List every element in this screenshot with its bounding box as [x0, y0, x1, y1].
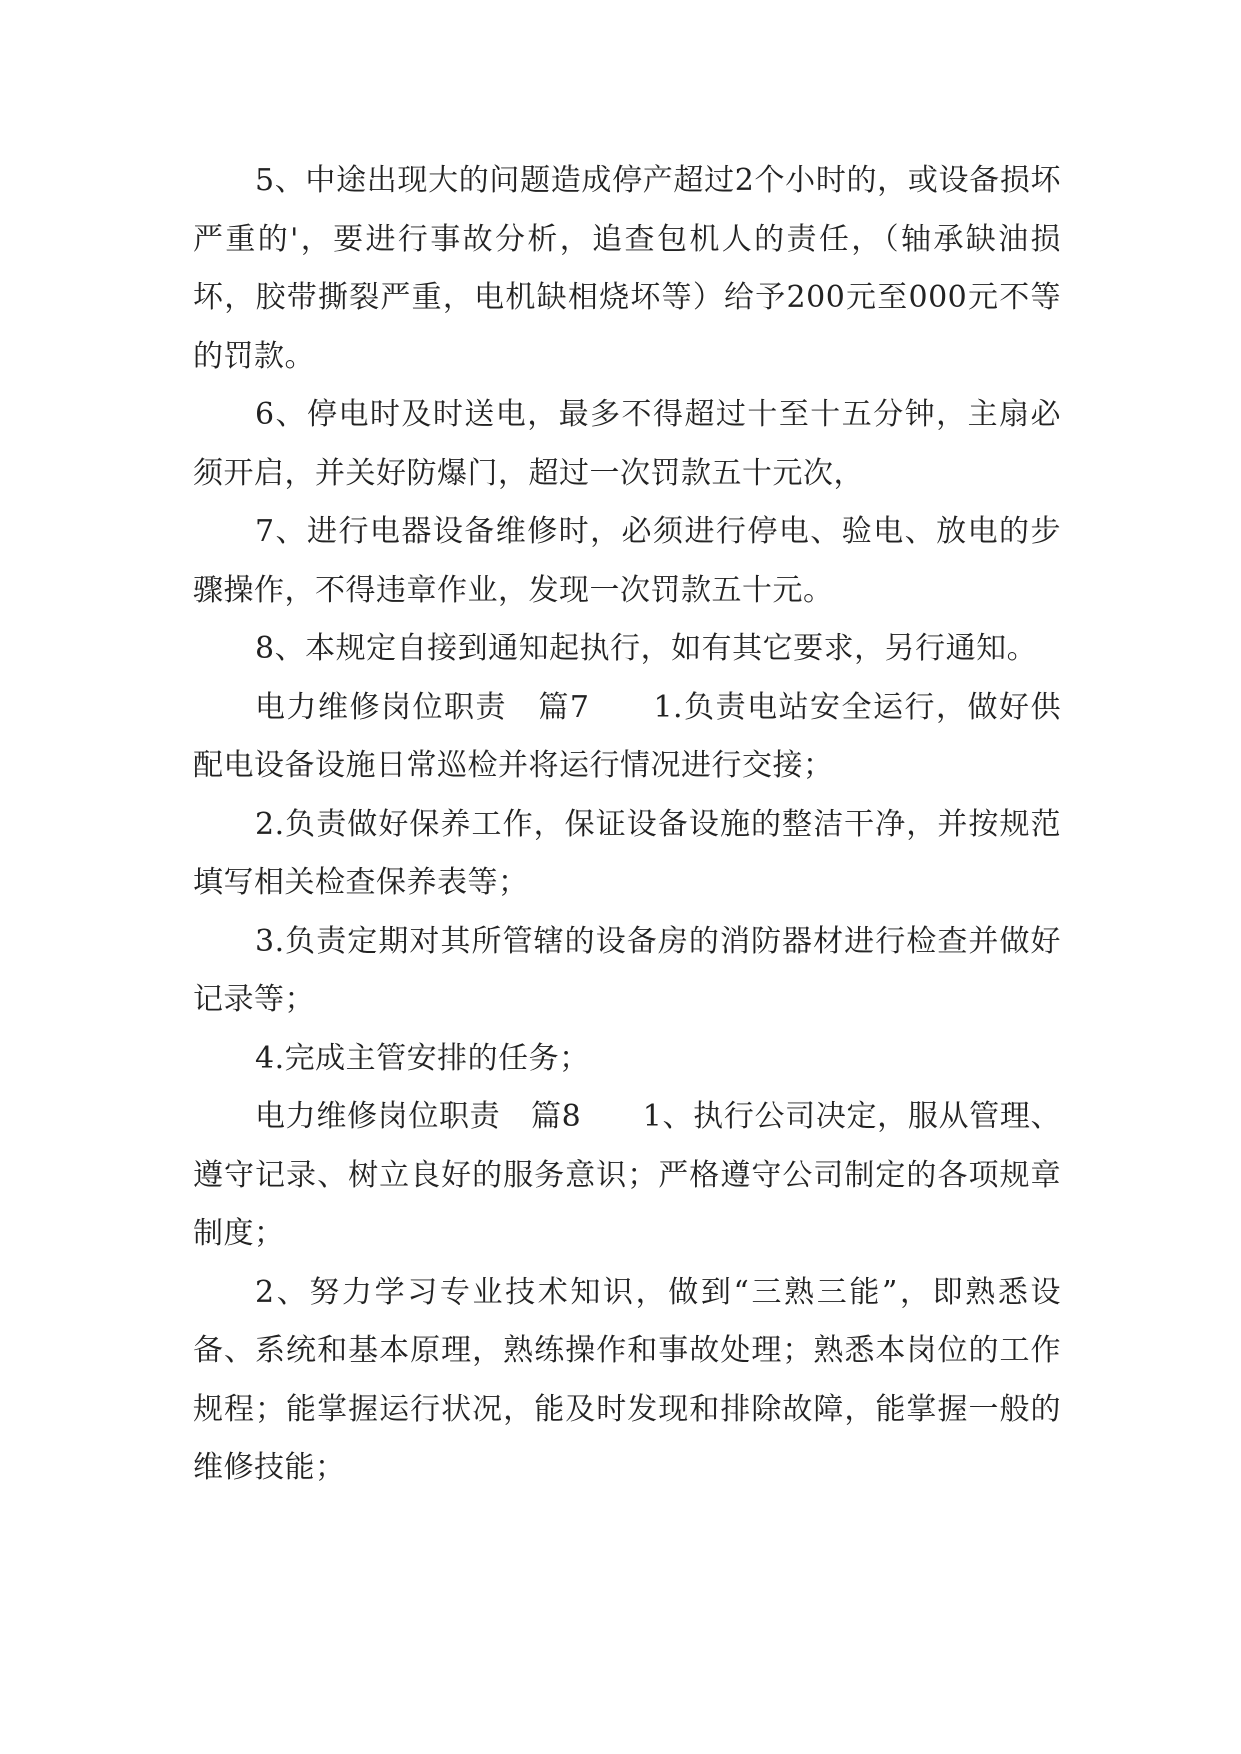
paragraph-section-8-duty-2: 2、努力学习专业技术知识，做到“三熟三能”，即熟悉设备、系统和基本原理，熟练操作和事故处理；熟悉本岗位的工作规程；能掌握运行状况，能及时发现和排除故障，能掌握一般的维修技能； — [193, 1274, 1061, 1485]
paragraph-6-power-restore: 6、停电时及时送电，最多不得超过十至十五分钟，主扇必须开启，并关好防爆门，超过一次罚款五十元次， — [193, 397, 1061, 491]
paragraph-section-7-duty-2: 2.负责做好保养工作，保证设备设施的整洁干净，并按规范填写相关检查保养表等； — [193, 806, 1061, 900]
paragraph-section-8-duty-1: 电力维修岗位职责 篇8 1、执行公司决定，服从管理、遵守记录、树立良好的服务意识；严格遵守公司制定的各项规章制度； — [193, 1099, 1061, 1251]
paragraph-section-7-duty-3: 3.负责定期对其所管辖的设备房的消防器材进行检查并做好记录等； — [193, 923, 1061, 1017]
paragraph-8-effective-date: 8、本规定自接到通知起执行，如有其它要求，另行通知。 — [255, 631, 1038, 666]
paragraph-section-7-duty-4: 4.完成主管安排的任务； — [255, 1040, 590, 1076]
paragraph-5-accident-penalty: 5、中途出现大的问题造成停产超过2个小时的，或设备损坏严重的'，要进行事故分析，追查包机人的责任，（轴承缺油损坏，胶带撕裂严重，电机缺相烧坏等）给予200元至000元不等的罚款。 — [193, 163, 1061, 374]
paragraph-7-maintenance-procedure: 7、进行电器设备维修时，必须进行停电、验电、放电的步骤操作，不得违章作业，发现一次罚款五十元。 — [193, 514, 1061, 608]
document-body — [193, 152, 1061, 1498]
paragraph-section-7-duty-1: 电力维修岗位职责 篇7 1.负责电站安全运行，做好供配电设备设施日常巡检并将运行情况进行交接； — [193, 689, 1061, 783]
